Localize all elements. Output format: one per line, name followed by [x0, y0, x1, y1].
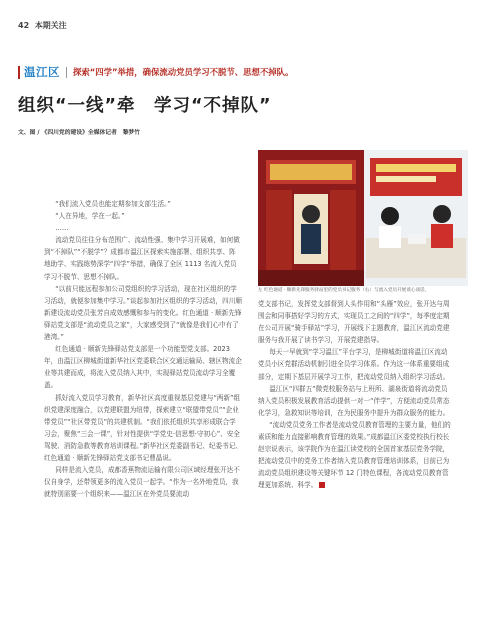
ellipsis: …… [55, 224, 69, 233]
page-header [18, 20, 67, 31]
article-photo [258, 150, 468, 286]
body-paragraph: 流动党员往往分布范围广、流动性强、集中学习开展难，如何做到“不掉队”“不脱学”？成都市温江区探索实施部署、组织共享、阵地助学、实践练势深学“四学”举措，确保了全区 1113 名流入党员学习不脱节、思想不掉队。 [44, 236, 240, 281]
kicker-bar [18, 66, 20, 79]
photo-illustration [258, 150, 468, 286]
article-end-mark [319, 482, 325, 488]
page-number: 42 [18, 21, 30, 30]
body-paragraph: 抓好流入党员学习教育，新华社区高度重视基层党建与“两新”组织党建深度融合，以党建联盟为纽带，探索建立“联盟带党员”“企业带党员”“社区带党员”的共建机制。“我们依托组织共享形成联合学习会，聚焦“三会一课”，针对性提供“学党史·信思想·守初心”、安全驾驶、消防急救等教育培训课程。”新华社区党委副书记、纪委书记、红色通道 · 顺新先锋驿站党支部书记曹晶说。 [44, 393, 242, 462]
body-paragraph: 同样是流入党员，成都香蕉物流运输有限公司区域经理张开达不仅自身学，还带领更多的流入党员一起学。“作为一名外地党员，我就特别需要一个组织来——温江区在外党员要流动 [44, 466, 240, 499]
article-kicker [18, 64, 293, 80]
body-paragraph: 温江区“四群五”微党校服务站与上班所、湖泉街道将流动党员纳入党员积极发展教育活动提供一对一“伴学”，方便流动党员常态化学习，急救知识等培训，在为民服务中提升为群众服务的能力。 [258, 384, 450, 417]
body-paragraph: 每天一早就到“学习温江”平台学习，是柳城街道将温江区流动党员小区党群活动机制引进全员学习体系。作为这一体系重要组成部分，定期下基层开展学习工作，把流动党员纳入组织学习活动。 [258, 348, 450, 381]
quote-paragraph: “人在异地，学在一起。” [55, 212, 125, 221]
body-paragraph: “以前只能远程参加公司党组织的学习活动，现在社区组织的学习活动，就便参加集中学习。”谈起参加社区组织的学习活动，四川顺新建设流动党员张芳自成效感慨和参与的变化。红色通道 · 顺新先锋驿站党支部是“流动党员之家”，大家感受到了“就像是我们心中有了港湾。” [44, 284, 242, 342]
region-label: 温江区 [24, 65, 60, 79]
body-paragraph: 红色通道 · 顺新先锋驿站党支部是一个功能型党支部。2023 年，由温江区柳城街道新华社区党委联合区交通运输局、辖区物流企业等共建而成，将流入党员纳入其中，实现驿站党员流动学习全覆盖。 [44, 345, 242, 390]
left-column [44, 198, 242, 500]
body-paragraph-final [258, 419, 454, 492]
photo-caption: 左 红色通道 · 顺新先锋服务驿站里的党员书记服务（右）与流入党员开展谈心谈话。 [258, 288, 430, 293]
article-title: 组织“一线”牵 学习“不掉队” [18, 96, 272, 116]
body-paragraph: 党支部书记，发挥党支部督到人头作用和“头雁”效应，张开达与周围会和同事搭好学习的方式，实现员工之间的“四学”，每季度定期在公司开展“骑手驿站”学习，开展线下主题教育，温江区流动党建服务与我开展了读书学习，开展党建指导。 [258, 300, 450, 345]
kicker-subtitle: 探索“四学”举措，确保流动党员学习不脱节、思想不掉队。 [73, 67, 294, 77]
kicker-divider [66, 67, 67, 78]
right-column [258, 298, 454, 492]
section-name: 本期关注 [34, 21, 67, 30]
byline: 文、图 / 《四川党的建设》全媒体记者 黎梦竹 [18, 130, 141, 136]
final-paragraph-text: “流动党员党务工作者是流动党员教育管理的主要力量，他们的素质和能力直接影响教育管理的效果。”成都温江区委党校执行校长赵宗说表示，该学院作为在温江读党校的全国首家基层党务学院，把流动党员中的党务工作者纳入党员教育管理培训体系，目前已为流动党员组织建设等关键环节 12 门特色课程，各流动党员教育管理更加系统、科学。 [258, 420, 451, 490]
quote-paragraph: “我们流入党员也能定期参加支部生活。” [55, 200, 171, 208]
